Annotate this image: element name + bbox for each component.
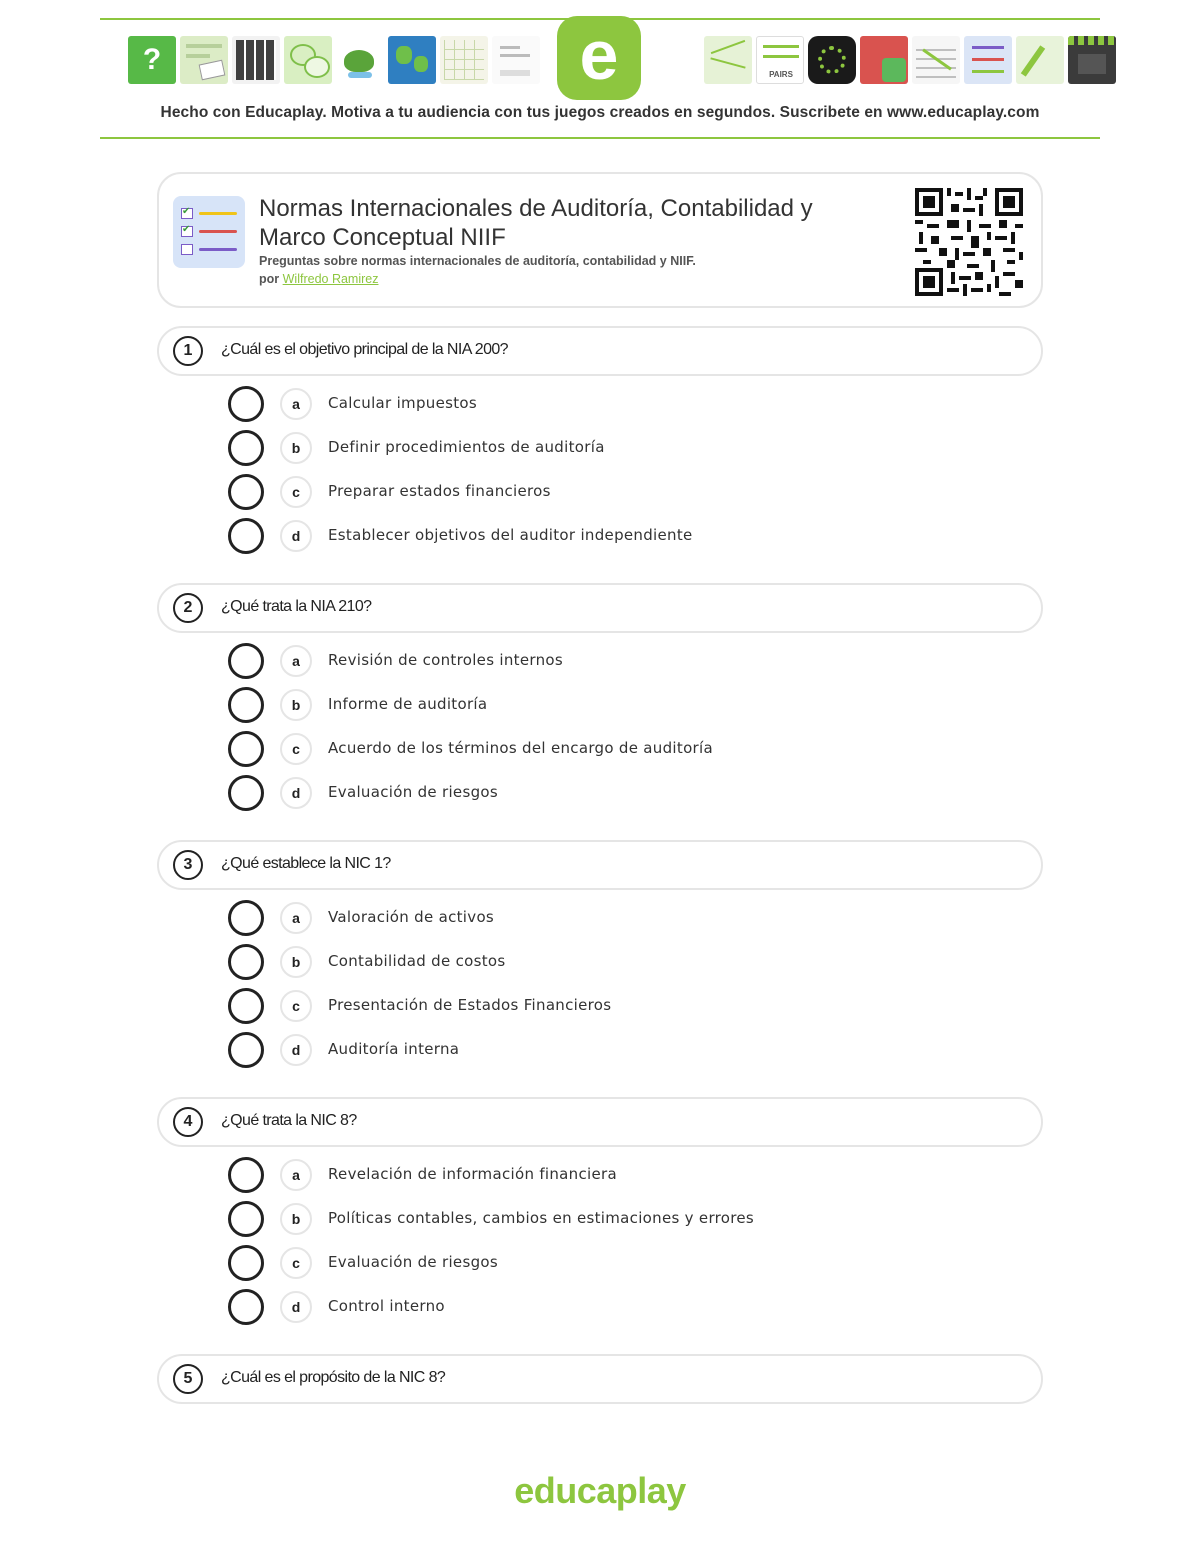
question-text: ¿Cuál es el objetivo principal de la NIA 200?: [221, 341, 508, 358]
banner-tagline: Hecho con Educaplay. Motiva a tu audiencia con tus juegos creados en segundos. Suscribete en www.educaplay.com: [160, 104, 1040, 121]
answer-text: Informe de auditoría: [328, 695, 488, 713]
dialog-icon: [284, 36, 332, 84]
alphabet-wheel-icon: [808, 36, 856, 84]
qr-code-icon[interactable]: [915, 188, 1023, 296]
question-number: 5: [173, 1364, 203, 1394]
answer-text: Preparar estados financieros: [328, 482, 551, 500]
answer-radio[interactable]: [228, 1245, 264, 1281]
footer-logo[interactable]: educaplay: [514, 1470, 686, 1511]
answer-radio[interactable]: [228, 643, 264, 679]
answer-radio[interactable]: [228, 1201, 264, 1237]
answer-letter: d: [280, 520, 312, 552]
answer-radio[interactable]: [228, 1157, 264, 1193]
answer-text: Evaluación de riesgos: [328, 783, 498, 801]
question-text: ¿Cuál es el propósito de la NIC 8?: [221, 1369, 446, 1386]
answer-radio[interactable]: [228, 1032, 264, 1068]
question-number: 1: [173, 336, 203, 366]
answer-text: Auditoría interna: [328, 1040, 460, 1058]
banner-bottom-line: [100, 137, 1100, 139]
author-line: [259, 272, 378, 286]
answer-text: Evaluación de riesgos: [328, 1253, 498, 1271]
letter-grid-icon: [440, 36, 488, 84]
question-3: [157, 840, 1043, 890]
answer-radio[interactable]: [228, 731, 264, 767]
answer-text: Políticas contables, cambios en estimaciones y errores: [328, 1209, 755, 1227]
answer-text: Calcular impuestos: [328, 394, 478, 412]
answer-letter: a: [280, 388, 312, 420]
answer-radio[interactable]: [228, 1289, 264, 1325]
answer-letter: d: [280, 1291, 312, 1323]
author-link[interactable]: Wilfredo Ramirez: [282, 272, 379, 286]
answer-option[interactable]: [228, 898, 928, 938]
answer-option[interactable]: [228, 472, 928, 512]
checklist-icon: ✔ ✔: [173, 196, 245, 268]
answer-letter: c: [280, 733, 312, 765]
answer-radio[interactable]: [228, 518, 264, 554]
question-text: ¿Qué trata la NIC 8?: [221, 1112, 357, 1129]
answer-option[interactable]: [228, 729, 928, 769]
quiz-game-icon: ?: [128, 36, 176, 84]
true-false-icon: [860, 36, 908, 84]
question-5: [157, 1354, 1043, 1404]
answer-option[interactable]: [228, 685, 928, 725]
answer-option[interactable]: [228, 1030, 928, 1070]
fill-blank-icon: [492, 36, 540, 84]
answer-text: Contabilidad de costos: [328, 952, 506, 970]
answer-text: Valoración de activos: [328, 908, 495, 926]
answer-radio[interactable]: [228, 775, 264, 811]
question-number: 4: [173, 1107, 203, 1137]
question-text: ¿Qué establece la NIC 1?: [221, 855, 391, 872]
answer-text: Establecer objetivos del auditor independiente: [328, 526, 693, 544]
answer-option[interactable]: [228, 1199, 928, 1239]
answer-letter: a: [280, 645, 312, 677]
answer-radio[interactable]: [228, 687, 264, 723]
answer-text: Control interno: [328, 1297, 445, 1315]
answer-letter: c: [280, 990, 312, 1022]
answer-option[interactable]: [228, 773, 928, 813]
word-grid-icon: [912, 36, 960, 84]
answer-option[interactable]: [228, 516, 928, 556]
answer-letter: a: [280, 1159, 312, 1191]
answer-option[interactable]: [228, 1287, 928, 1327]
author-prefix: por: [259, 272, 280, 286]
video-quiz-icon: [1068, 36, 1116, 84]
answer-option[interactable]: [228, 942, 928, 982]
question-1: [157, 326, 1043, 376]
question-text: ¿Qué trata la NIA 210?: [221, 598, 372, 615]
answer-text: Revelación de información financiera: [328, 1165, 617, 1183]
answer-letter: b: [280, 432, 312, 464]
answer-option[interactable]: [228, 986, 928, 1026]
answer-radio[interactable]: [228, 900, 264, 936]
answer-option[interactable]: [228, 641, 928, 681]
answer-letter: d: [280, 1034, 312, 1066]
writing-icon: [1016, 36, 1064, 84]
answer-letter: b: [280, 1203, 312, 1235]
answer-letter: b: [280, 946, 312, 978]
answer-option[interactable]: [228, 1155, 928, 1195]
pairs-icon: [756, 36, 804, 84]
question-number: 3: [173, 850, 203, 880]
question-number: 2: [173, 593, 203, 623]
answer-letter: c: [280, 476, 312, 508]
answer-radio[interactable]: [228, 944, 264, 980]
answer-option[interactable]: [228, 384, 928, 424]
question-2: [157, 583, 1043, 633]
answer-text: Definir procedimientos de auditoría: [328, 438, 605, 456]
answer-text: Revisión de controles internos: [328, 651, 563, 669]
answer-letter: c: [280, 1247, 312, 1279]
answer-radio[interactable]: [228, 430, 264, 466]
page-title: Normas Internacionales de Auditoría, Contabilidad y Marco Conceptual NIIF: [259, 195, 813, 251]
crossword-icon: [180, 36, 228, 84]
quiz-header-card: [157, 172, 1043, 308]
question-4: [157, 1097, 1043, 1147]
quiz-description: Preguntas sobre normas internacionales de auditoría, contabilidad y NIIF.: [259, 254, 696, 268]
word-search-icon: [232, 36, 280, 84]
answer-letter: d: [280, 777, 312, 809]
relate-icon: [704, 36, 752, 84]
answer-letter: a: [280, 902, 312, 934]
answer-radio[interactable]: [228, 988, 264, 1024]
answer-letter: b: [280, 689, 312, 721]
pairs-label: PAIRS: [769, 70, 793, 79]
answer-option[interactable]: [228, 428, 928, 468]
answer-text: Presentación de Estados Financieros: [328, 996, 612, 1014]
answer-text: Acuerdo de los términos del encargo de auditoría: [328, 739, 713, 757]
answer-radio[interactable]: [228, 386, 264, 422]
educaplay-logo[interactable]: e: [557, 16, 641, 100]
sorting-icon: [964, 36, 1012, 84]
frog-jump-icon: [336, 36, 384, 84]
answer-radio[interactable]: [228, 474, 264, 510]
answer-option[interactable]: [228, 1243, 928, 1283]
map-icon: [388, 36, 436, 84]
